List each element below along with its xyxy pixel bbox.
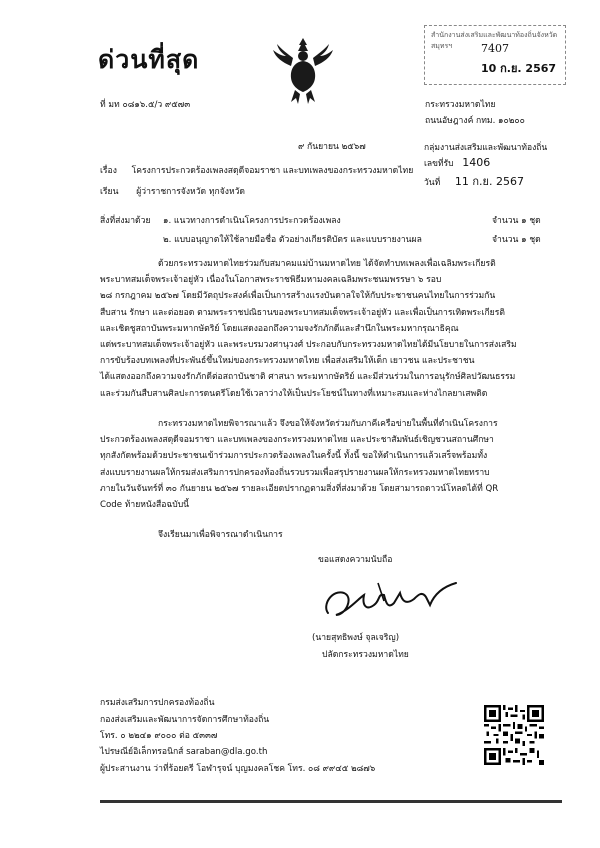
registry-date-value: 11 ก.ย. 2567	[454, 175, 524, 188]
para-line: ด้วยกระทรวงมหาดไทยร่วมกับสมาคมแม่บ้านมหาดไทย ได้จัดทำบทเพลงเพื่อเฉลิมพระเกียรติ	[158, 259, 496, 269]
body-paragraph-2	[100, 416, 562, 513]
stamp-office: สำนักงานส่งเสริมและพัฒนาท้องถิ่นจังหวัดสมุทรฯ	[431, 31, 558, 50]
para-line: พระบาทสมเด็จพระเจ้าอยู่หัว เนื่องในโอกาสพระราชพิธีมหามงคลเฉลิมพระชนมพรรษา ๖ รอบ	[100, 275, 442, 286]
para-line: สืบสาน รักษา และต่อยอด ตามพระราชปณิธานของพระบาทสมเด็จพระเจ้าอยู่หัว และเพื่อเป็นการเทิดพระเกียรติ	[100, 307, 505, 318]
para-line: Code ท้ายหนังสือฉบับนี้	[100, 500, 190, 511]
closing-request: จึงเรียนมาเพื่อพิจารณาดำเนินการ	[158, 530, 283, 540]
qr-code-icon[interactable]	[484, 705, 544, 765]
doc-number: ที่ มท ๐๘๑๖.๕/ว ๙๕๗๓	[100, 100, 191, 110]
registry-no-label: เลขที่รับ	[424, 159, 454, 169]
org-name: กระทรวงมหาดไทย	[425, 100, 496, 110]
registry-unit: กลุ่มงานส่งเสริมและพัฒนาท้องถิ่น	[424, 143, 548, 153]
recipient-label: เรียน	[100, 187, 119, 197]
received-stamp	[424, 25, 566, 85]
registry-stamp	[422, 138, 564, 190]
subject-text: โครงการประกวดร้องเพลงสดุดีจอมราชา และบทเพลงของกระทรวงมหาดไทย	[131, 166, 414, 176]
para-line: ทุกสังกัดพร้อมด้วยประชาชนเข้าร่วมการประกวดร้องเพลงในครั้งนี้ ทั้งนี้ ขอให้ดำเนินการแล้วเสร็จพร้อมทั้ง	[100, 451, 488, 462]
para-line: ประกวดร้องเพลงสดุดีจอมราชา และบทเพลงของกระทรวงมหาดไทย และประชาสัมพันธ์เชิญชวนสถานศึกษา	[100, 435, 494, 446]
enclosure-qty: จำนวน ๑ ชุด	[492, 235, 541, 245]
recipient-line	[100, 187, 245, 198]
signer-name: (นายสุทธิพงษ์ จุลเจริญ)	[312, 633, 400, 643]
closing-salutation: ขอแสดงความนับถือ	[318, 555, 393, 565]
garuda-emblem-icon	[272, 36, 334, 106]
para-line: ได้แสดงออกถึงความจงรักภักดีต่อสถาบันชาติ ศาสนา พระมหากษัตริย์ และมีส่วนร่วมในการอนุรักษ์ศิลปวัฒนธรรม	[100, 372, 516, 383]
para-line: ๒๘ กรกฎาคม ๒๕๖๗ โดยมีวัตถุประสงค์เพื่อเป็นการสร้างแรงบันดาลใจให้กับประชาชนคนไทยในการร่วมกัน	[100, 291, 496, 302]
footer-phone: โทร. ๐ ๒๒๔๑ ๙๐๐๐ ต่อ ๕๓๓๗	[100, 731, 218, 741]
registry-date-label: วันที่	[424, 178, 441, 188]
para-line: การขับร้องบทเพลงที่ประพันธ์ขึ้นใหม่ของกระทรวงมหาดไทย เพื่อส่งเสริมให้เด็ก เยาวชน และประชาชน	[100, 356, 475, 367]
stamp-date: 10 ก.ย. 2567	[481, 62, 557, 75]
footer-department: กรมส่งเสริมการปกครองท้องถิ่น	[100, 698, 215, 708]
para-line: แด่พระบาทสมเด็จพระเจ้าอยู่หัว และพระบรมวงศานุวงศ์ ประกอบกับกระทรวงมหาดไทยได้มีนโยบายในการส่งเสริม	[100, 340, 517, 351]
enclosure-item: ๒. แบบอนุญาตให้ใช้ลายมือชื่อ ตัวอย่างเกียรติบัตร และแบบรายงานผล	[163, 235, 422, 245]
registry-no-value: 1406	[462, 156, 491, 169]
handwritten-signature	[318, 575, 458, 625]
para-line: และร่วมกันสืบสานศิลปะการดนตรีโดยใช้เวลาว่างให้เป็นประโยชน์ในทางที่เหมาะสมและห่างไกลยาเสพติด	[100, 388, 488, 399]
org-address: ถนนอัษฎางค์ กทม. ๑๐๒๐๐	[425, 116, 525, 126]
para-line: และเชิดชูสถาบันพระมหากษัตริย์ โดยแสดงออกถึงความจงรักภักดีและสำนึกในพระมหากรุณาธิคุณ	[100, 323, 459, 334]
footer-email: ไปรษณีย์อิเล็กทรอนิกส์ saraban@dla.go.th	[100, 747, 268, 757]
para-line: กระทรวงมหาดไทยพิจารณาแล้ว จึงขอให้จังหวัดร่วมกับภาคีเครือข่ายในพื้นที่ดำเนินโครงการ	[158, 419, 498, 429]
enclosures-label: สิ่งที่ส่งมาด้วย	[100, 216, 151, 226]
doc-date: ๙ กันยายน ๒๕๖๗	[298, 142, 366, 152]
enclosure-item: ๑. แนวทางการดำเนินโครงการประกวดร้องเพลง	[163, 216, 341, 226]
recipient-text: ผู้ว่าราชการจังหวัด ทุกจังหวัด	[136, 187, 246, 197]
subject-line	[100, 166, 413, 177]
subject-label: เรื่อง	[100, 166, 117, 176]
stamp-number: 7407	[481, 42, 509, 55]
signer-position: ปลัดกระทรวงมหาดไทย	[322, 650, 409, 660]
bottom-divider	[100, 800, 562, 803]
footer-division: กองส่งเสริมและพัฒนาการจัดการศึกษาท้องถิ่น	[100, 715, 270, 725]
para-line: ภายในวันจันทร์ที่ ๓๐ กันยายน ๒๕๖๗ รายละเอียดปรากฏตามสิ่งที่ส่งมาด้วย โดยสามารถดาวน์โหลดได้ที่ QR	[100, 483, 499, 494]
body-paragraph-1	[100, 256, 562, 402]
para-line: ส่งแบบรายงานผลให้กรมส่งเสริมการปกครองท้องถิ่นรวบรวมเพื่อสรุปรายงานผลให้กระทรวงมหาดไทยทราบ	[100, 467, 490, 478]
urgency-heading: ด่วนที่สุด	[98, 45, 200, 74]
footer-coordinator: ผู้ประสานงาน ว่าที่ร้อยตรี โอฬารุจน์ บุญมงคลโชค โทร. ๐๘ ๙๙๔๕ ๒๘๗๖	[100, 764, 376, 774]
enclosure-qty: จำนวน ๑ ชุด	[492, 216, 541, 226]
